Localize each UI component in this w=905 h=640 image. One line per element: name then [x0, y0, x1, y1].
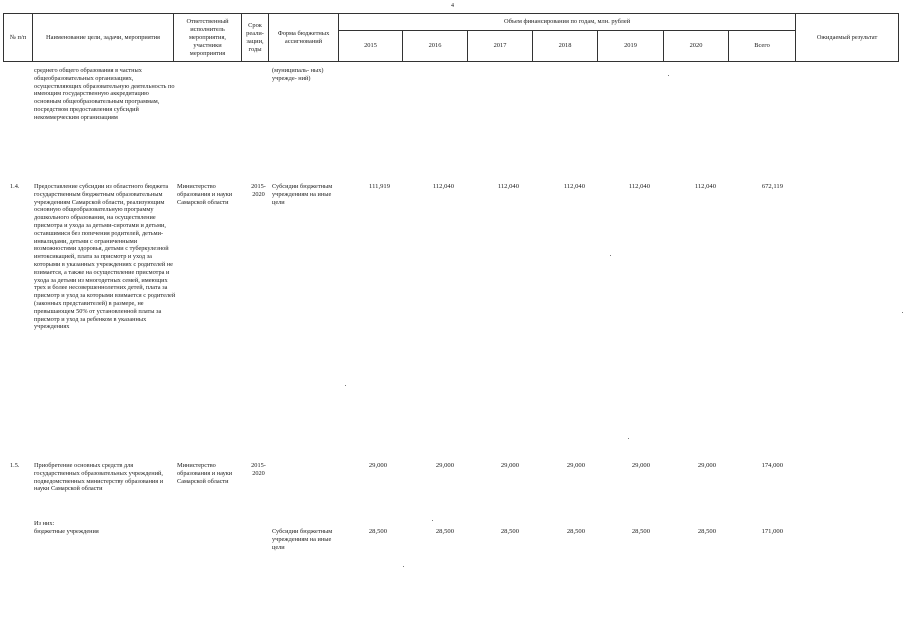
scan-speck — [628, 438, 629, 439]
header-no: № п/п — [4, 14, 33, 62]
header-executor: Ответственный исполнитель мероприятия, участники мероприятия — [174, 14, 242, 62]
value-cell: 112,040 — [694, 183, 716, 190]
value-cell: 29,000 — [566, 462, 585, 469]
value-cell: 29,000 — [631, 462, 650, 469]
scan-speck — [668, 75, 669, 76]
value-cell: 29,000 — [368, 462, 387, 469]
value-cell-total: 171,000 — [761, 528, 783, 535]
header-result: Ожидаемый результат — [796, 14, 899, 62]
scan-speck — [432, 520, 433, 521]
value-cell: 28,500 — [368, 528, 387, 535]
value-cell: 29,000 — [697, 462, 716, 469]
sub-label-of-which: Из них: — [34, 520, 55, 527]
header-year: 2020 — [664, 31, 729, 62]
row-name: Приобретение основных средств для государственных образовательных учреждений, подведомственных министерству образования и науки Самарской области — [34, 462, 164, 493]
value-cell: 29,000 — [500, 462, 519, 469]
value-cell: 28,500 — [697, 528, 716, 535]
page-number: 4 — [451, 3, 454, 9]
scan-speck — [403, 566, 404, 567]
row-name: Предоставление субсидии из областного бюджета государственным бюджетным образовательным учреждениям Самарской области, реализующим основную общеобразовательную программу дошкольного образования, на осуществление присмотра и ухода за детьми-сиротами и детьми, оставшимися без попечения родителей, детьми-инвалидами, детьми с ограниченными возможностями здоровья, детьми с туберкулезной интоксикацией, плата за присмотр и уход за которыми в указанных учреждениях с родителей не взимается, а также на осуществление присмотра и ухода за детьми из многодетных семей, имеющих трех и более несовершеннолетних детей, плата за присмотр и уход за которыми взимается с родителей (законных представителей) в размере, не превышающем 50% от установленной платы за присмотр и уход за ребенком в указанных учреждениях — [34, 183, 176, 331]
value-cell: 28,500 — [435, 528, 454, 535]
header-year: 2016 — [403, 31, 468, 62]
cont-form: (муниципаль- ных) учрежде- ний) — [272, 67, 324, 82]
row-form: Субсидии бюджетным учреждениям на иные цели — [272, 183, 333, 206]
header-total: Всего — [729, 31, 796, 62]
row-number: 1.4. — [10, 183, 20, 190]
value-cell: 112,040 — [497, 183, 519, 190]
row-term: 2015- 2020 — [251, 462, 266, 477]
value-cell: 28,500 — [500, 528, 519, 535]
value-cell: 112,040 — [628, 183, 650, 190]
value-cell: 29,000 — [435, 462, 454, 469]
value-cell: 112,040 — [563, 183, 585, 190]
row-executor: Министерство образования и науки Самарской области — [177, 183, 233, 206]
header-funding: Объем финансирования по годам, млн. рублей — [339, 14, 796, 31]
value-cell: 28,500 — [566, 528, 585, 535]
header-name: Наименование цели, задачи, мероприятия — [33, 14, 174, 62]
header-form: Форма бюджетных ассигнований — [269, 14, 339, 62]
scan-speck — [610, 255, 611, 256]
sub-form: Субсидии бюджетным учреждениям на иные цели — [272, 528, 333, 551]
sub-label-budget: бюджетные учреждения — [34, 528, 99, 535]
row-term: 2015- 2020 — [251, 183, 266, 198]
header-year: 2019 — [598, 31, 664, 62]
scan-speck — [345, 385, 346, 386]
cont-name: среднего общего образования в частных общеобразовательных организациях, осуществляющих образовательную деятельность по имеющим государственную аккредитацию основным общеобразовательным программам, посредством предоставления субсидий некоммерческим организациям — [34, 67, 175, 121]
header-year: 2017 — [468, 31, 533, 62]
value-cell: 28,500 — [631, 528, 650, 535]
row-executor: Министерство образования и науки Самарской области — [177, 462, 233, 485]
value-cell-total: 672,119 — [761, 183, 783, 190]
scan-speck — [902, 312, 903, 313]
header-term: Срок реали- зации, годы — [242, 14, 269, 62]
header-year: 2018 — [533, 31, 598, 62]
value-cell: 111,919 — [369, 183, 390, 190]
value-cell-total: 174,000 — [761, 462, 783, 469]
header-year: 2015 — [339, 31, 403, 62]
row-number: 1.5. — [10, 462, 20, 469]
value-cell: 112,040 — [432, 183, 454, 190]
